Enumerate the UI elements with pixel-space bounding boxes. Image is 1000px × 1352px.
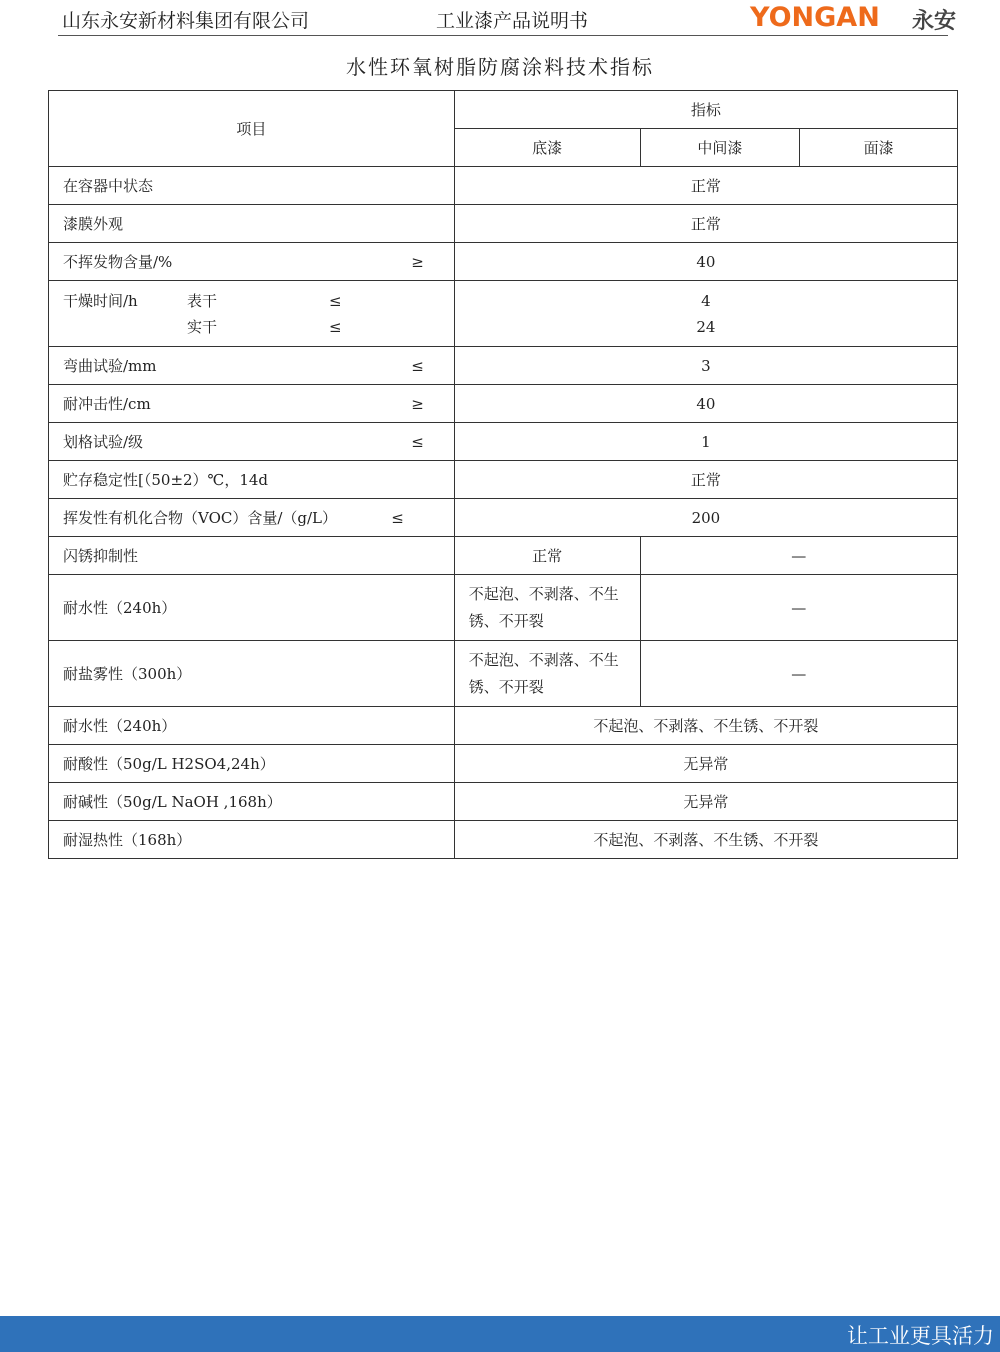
table-row (49, 537, 958, 575)
footer-slogan: 让工业更具活力 (847, 1324, 994, 1348)
table-row (49, 783, 958, 821)
header-top-coat: 面漆 (800, 129, 958, 167)
table-row (49, 423, 958, 461)
table-row (49, 707, 958, 745)
row-item-label: 划格试验/级 (63, 433, 144, 451)
table-row (49, 641, 958, 707)
row-value: 无异常 (454, 783, 957, 821)
row-item-label: 弯曲试验/mm (63, 357, 157, 375)
row-rest-value: — (640, 641, 957, 707)
row-rest-value: — (640, 575, 957, 641)
header-index: 指标 (454, 91, 957, 129)
row-item (49, 243, 455, 281)
comparison-symbol: ≥ (411, 252, 424, 271)
comparison-symbol: ≤ (391, 508, 404, 527)
table-row (49, 575, 958, 641)
header-middle-coat: 中间漆 (640, 129, 800, 167)
comparison-symbol: ≤ (329, 291, 342, 310)
row-item: 耐湿热性（168h） (49, 821, 455, 859)
row-value: 正常 (454, 205, 957, 243)
comparison-symbol: ≤ (411, 432, 424, 451)
row-value: 200 (454, 499, 957, 537)
hard-dry-value: 24 (696, 317, 716, 336)
row-value: 正常 (454, 167, 957, 205)
comparison-symbol: ≥ (411, 394, 424, 413)
footer-bar (0, 1316, 1000, 1352)
surface-dry-value: 4 (701, 291, 711, 310)
row-value: 不起泡、不剥落、不生锈、不开裂 (454, 707, 957, 745)
header-divider (58, 35, 948, 36)
row-item (49, 281, 455, 347)
comparison-symbol: ≤ (411, 356, 424, 375)
row-value (454, 281, 957, 347)
surface-dry-label: 表干 (187, 291, 218, 310)
header-item: 项目 (49, 91, 455, 167)
table-row (49, 821, 958, 859)
row-primer-value: 不起泡、不剥落、不生锈、不开裂 (454, 575, 640, 641)
table-row (49, 167, 958, 205)
table-row (49, 281, 958, 347)
page-header (0, 0, 1000, 40)
row-item: 耐碱性（50g/L NaOH ,168h） (49, 783, 455, 821)
document-type: 工业漆产品说明书 (436, 10, 589, 32)
table-row (49, 243, 958, 281)
table-row (49, 385, 958, 423)
row-item: 耐水性（240h） (49, 707, 455, 745)
row-item: 在容器中状态 (49, 167, 455, 205)
row-primer-value: 正常 (454, 537, 640, 575)
row-item (49, 347, 455, 385)
table-row (49, 745, 958, 783)
row-item (49, 385, 455, 423)
row-value: 40 (454, 243, 957, 281)
row-item: 耐酸性（50g/L H2SO4,24h） (49, 745, 455, 783)
row-value: 3 (454, 347, 957, 385)
row-primer-value: 不起泡、不剥落、不生锈、不开裂 (454, 641, 640, 707)
table-row (49, 205, 958, 243)
hard-dry-label: 实干 (187, 317, 218, 336)
table-row (49, 461, 958, 499)
page-title: 水性环氧树脂防腐涂料技术指标 (346, 55, 654, 79)
row-item (49, 499, 455, 537)
row-value: 不起泡、不剥落、不生锈、不开裂 (454, 821, 957, 859)
row-item-label: 耐冲击性/cm (63, 395, 151, 413)
row-item: 耐水性（240h） (49, 575, 455, 641)
row-item: 漆膜外观 (49, 205, 455, 243)
row-item: 耐盐雾性（300h） (49, 641, 455, 707)
table-row (49, 347, 958, 385)
row-item-label: 干燥时间/h (63, 291, 138, 310)
row-value: 1 (454, 423, 957, 461)
row-value: 无异常 (454, 745, 957, 783)
row-item (49, 423, 455, 461)
header-primer: 底漆 (454, 129, 640, 167)
brand-logo: YONGAN (750, 2, 880, 33)
row-rest-value: — (640, 537, 957, 575)
row-value: 正常 (454, 461, 957, 499)
row-item: 闪锈抑制性 (49, 537, 455, 575)
brand-logo-cn: 永安 (912, 9, 957, 34)
spec-table (48, 90, 958, 859)
row-item-label: 挥发性有机化合物（VOC）含量/（g/L） (63, 509, 338, 527)
row-item-label: 不挥发物含量/% (63, 253, 173, 271)
row-value: 40 (454, 385, 957, 423)
table-header-row (49, 91, 958, 129)
company-name: 山东永安新材料集团有限公司 (62, 10, 310, 32)
comparison-symbol: ≤ (329, 317, 342, 336)
row-item: 贮存稳定性[（50±2）℃，14d (49, 461, 455, 499)
table-row (49, 499, 958, 537)
